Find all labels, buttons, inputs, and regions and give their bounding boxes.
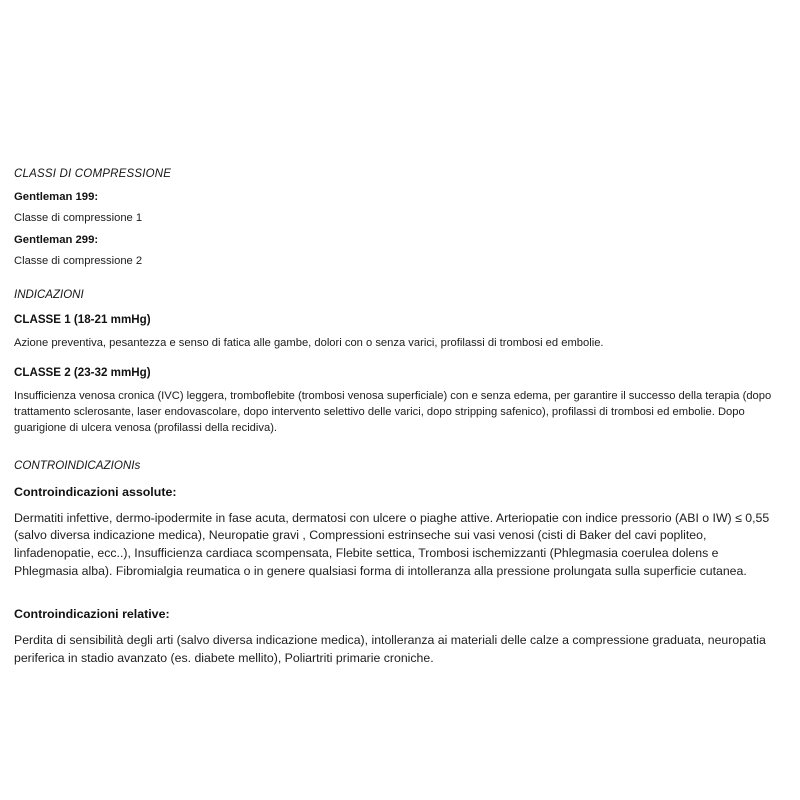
section-classi-di-compressione bbox=[14, 168, 782, 267]
controindicazioni-assolute-body: Dermatiti infettive, dermo-ipodermite in fase acuta, dermatosi con ulcere o piaghe attive. Arteriopatie con indice pressorio (ABI o IW) ≤ 0,55 (salvo diversa indicazione medica), Neuropatie gravi , Compressioni estrinseche sui vasi venosi (cisti di Baker del cavi popliteo, linfadenopatie, ecc..), Insufficienza cardiaca scompensata, Flebite settica, Trombosi ischemizzanti (Phlegmasia coerulea dolens e Phlegmasia alba). Fibromialgia reumatica o in genere qualsiasi forma di intolleranza alla pressione prolungata sulla superficie cutanea. bbox=[14, 510, 770, 579]
product-label-gentleman-199: Gentleman 199: bbox=[14, 191, 99, 203]
section-heading-controindicazioni: CONTROINDICAZIONIs bbox=[14, 458, 141, 472]
section-heading-indicazioni: INDICAZIONI bbox=[14, 289, 84, 301]
product-label-gentleman-299: Gentleman 299: bbox=[14, 234, 99, 246]
section-controindicazioni bbox=[14, 459, 782, 668]
product-value-gentleman-299: Classe di compressione 2 bbox=[14, 255, 143, 267]
indicazioni-classe2-title: CLASSE 2 (23-32 mmHg) bbox=[14, 365, 151, 379]
controindicazioni-relative-body: Perdita di sensibilità degli arti (salvo diversa indicazione medica), intolleranza ai materiali delle calze a compressione graduata, neuropatia periferica in stadio avanzato (es. diabete mellito), Poliartriti primarie croniche. bbox=[14, 632, 766, 665]
controindicazioni-relative-title: Controindicazioni relative: bbox=[14, 606, 170, 621]
indicazioni-classe2-body: Insufficienza venosa cronica (IVC) leggera, tromboflebite (trombosi venosa superficiale) con e senza edema, per garantire il successo della terapia (dopo trattamento sclerosante, laser endovascolare, dopo intervento selettivo delle varici, dopo stripping safenico), profilassi di trombosi ed embolie. Dopo guarigione di ulcera venosa (profilassi della recidiva). bbox=[14, 389, 772, 434]
product-value-gentleman-199: Classe di compressione 1 bbox=[14, 212, 143, 224]
controindicazioni-assolute-title: Controindicazioni assolute: bbox=[14, 484, 177, 499]
section-heading-classi: CLASSI DI COMPRESSIONE bbox=[14, 168, 172, 180]
indicazioni-classe1-body: Azione preventiva, pesantezza e senso di fatica alle gambe, dolori con o senza varici, profilassi di trombosi ed embolie. bbox=[14, 337, 604, 349]
section-indicazioni bbox=[14, 289, 782, 437]
indicazioni-classe1-title: CLASSE 1 (18-21 mmHg) bbox=[14, 313, 151, 326]
